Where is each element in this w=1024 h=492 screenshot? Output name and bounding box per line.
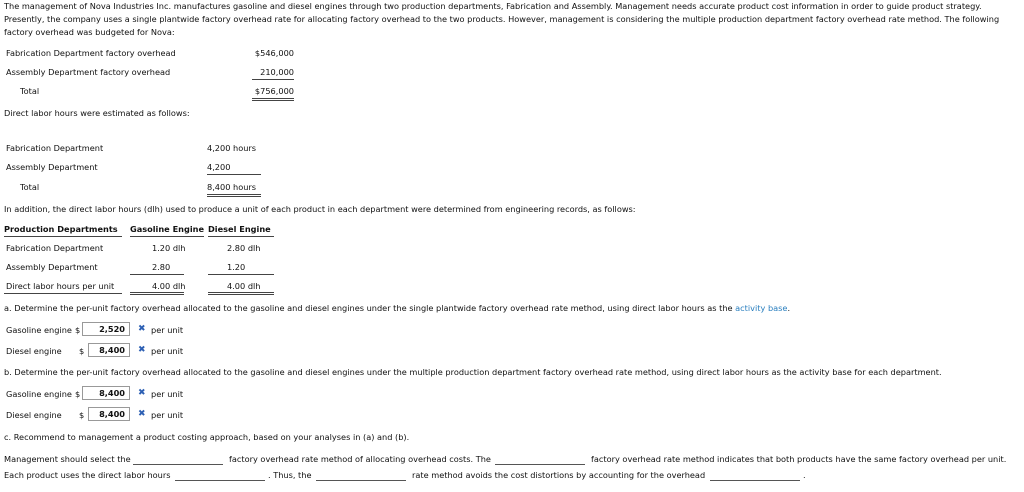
intro-paragraph: The management of Nova Industries Inc. manufactures gasoline and diesel engines through two production departments, Fabrication and Assembly. Management needs accurate product cost information in order to guide product strategy. Presently, the company uses a single plantwide factory overhead rate for allocating factory overhead to the two products. However, management is considering the multiple production department factory overhead rate method. The following factory overhead was budgeted for Nova: (4, 1, 1000, 37)
part-c-line2-text-a: Each product uses the direct labor hours (4, 470, 171, 480)
overhead-total-label: Total (20, 86, 40, 96)
incorrect-x-icon: ✖ (138, 345, 146, 355)
part-c-line2-text-c: rate method avoids the cost distortions by accounting for the overhead (412, 470, 706, 480)
part-a-question (4, 303, 790, 313)
part-c-line1-text-a: Management should select the (4, 454, 131, 464)
activity-base-link[interactable]: activity base (735, 303, 788, 313)
labor-row-assembly-label: Assembly Department (6, 162, 98, 172)
incorrect-x-icon: ✖ (138, 324, 146, 334)
part-c-line2-text-b: . Thus, the (268, 470, 312, 480)
part-c-method-dropdown-2[interactable] (495, 454, 585, 465)
part-c-question: c. Recommend to management a product costing approach, based on your analyses in (a) and (b). (4, 432, 410, 442)
dlh-row-total-diesel: 4.00 dlh (208, 281, 274, 295)
dlh-header-diesel: Diesel Engine (208, 224, 274, 237)
part-a-gasoline-currency: $ (75, 325, 81, 335)
part-a-question-text: a. Determine the per-unit factory overhead allocated to the gasoline and diesel engines under the single plantwide factory overhead rate method, using direct labor hours as the (4, 303, 736, 313)
labor-intro: Direct labor hours were estimated as follows: (4, 108, 190, 118)
part-c-line2-text-d: . (803, 470, 806, 480)
part-c-line1-text-c: factory overhead rate method indicates that both products have the same factory overhead per unit. (591, 454, 1007, 464)
labor-total-label: Total (20, 182, 40, 192)
part-b-diesel-unit: per unit (151, 410, 184, 420)
part-c-line1-text-b: factory overhead rate method of allocating overhead costs. The (229, 454, 491, 464)
part-a-gasoline-unit: per unit (151, 325, 184, 335)
labor-row-fabrication-label: Fabrication Department (6, 143, 104, 153)
part-b-diesel-input[interactable]: 8,400 (88, 407, 130, 421)
part-c-method-dropdown-1[interactable] (133, 454, 223, 465)
incorrect-x-icon: ✖ (138, 409, 146, 419)
overhead-row-fabrication-value: $546,000 (254, 48, 294, 58)
part-b-gasoline-currency: $ (75, 389, 81, 399)
labor-row-assembly-value: 4,200 (207, 162, 261, 175)
dlh-row-fabrication-label: Fabrication Department (6, 243, 104, 253)
part-a-diesel-input[interactable]: 8,400 (88, 343, 130, 357)
dlh-row-total-label: Direct labor hours per unit (4, 281, 122, 294)
part-a-diesel-unit: per unit (151, 346, 184, 356)
labor-row-fabrication-value: 4,200 hours (207, 143, 257, 153)
overhead-row-fabrication-label: Fabrication Department factory overhead (6, 48, 176, 58)
part-b-question: b. Determine the per-unit factory overhead allocated to the gasoline and diesel engines under the multiple production department factory overhead rate method, using direct labor hours as the activity base for each department. (4, 367, 942, 377)
part-a-question-end: . (787, 303, 791, 313)
dlh-row-total-gas: 4.00 dlh (130, 281, 184, 295)
part-a-diesel-label: Diesel engine (6, 346, 62, 356)
part-a-gasoline-label: Gasoline engine (6, 325, 72, 335)
dlh-row-fabrication-gas: 1.20 dlh (152, 243, 186, 253)
part-a-diesel-currency: $ (79, 346, 85, 356)
part-b-gasoline-unit: per unit (151, 389, 184, 399)
part-b-diesel-currency: $ (79, 410, 85, 420)
part-a-gasoline-input[interactable]: 2,520 (82, 322, 130, 336)
part-b-gasoline-input[interactable]: 8,400 (82, 386, 130, 400)
overhead-row-assembly-label: Assembly Department factory overhead (6, 67, 171, 77)
incorrect-x-icon: ✖ (138, 388, 146, 398)
dlh-header-departments: Production Departments (4, 224, 122, 237)
part-b-gasoline-label: Gasoline engine (6, 389, 72, 399)
dlh-row-assembly-label: Assembly Department (6, 262, 98, 272)
part-c-method-dropdown-3[interactable] (316, 470, 406, 481)
dlh-row-assembly-gas: 2.80 (130, 262, 184, 275)
part-c-overhead-dropdown[interactable] (710, 470, 800, 481)
labor-total-value: 8,400 hours (207, 182, 261, 197)
dlh-intro: In addition, the direct labor hours (dlh) used to produce a unit of each product in each department were determined from engineering records, as follows: (4, 204, 636, 214)
overhead-row-assembly-value: 210,000 (252, 67, 294, 80)
overhead-total-value: $756,000 (252, 86, 294, 101)
dlh-row-fabrication-diesel: 2.80 dlh (227, 243, 261, 253)
dlh-row-assembly-diesel: 1.20 (208, 262, 274, 275)
dlh-header-gasoline: Gasoline Engine (130, 224, 204, 237)
part-b-diesel-label: Diesel engine (6, 410, 62, 420)
part-c-dlh-dropdown[interactable] (175, 470, 265, 481)
